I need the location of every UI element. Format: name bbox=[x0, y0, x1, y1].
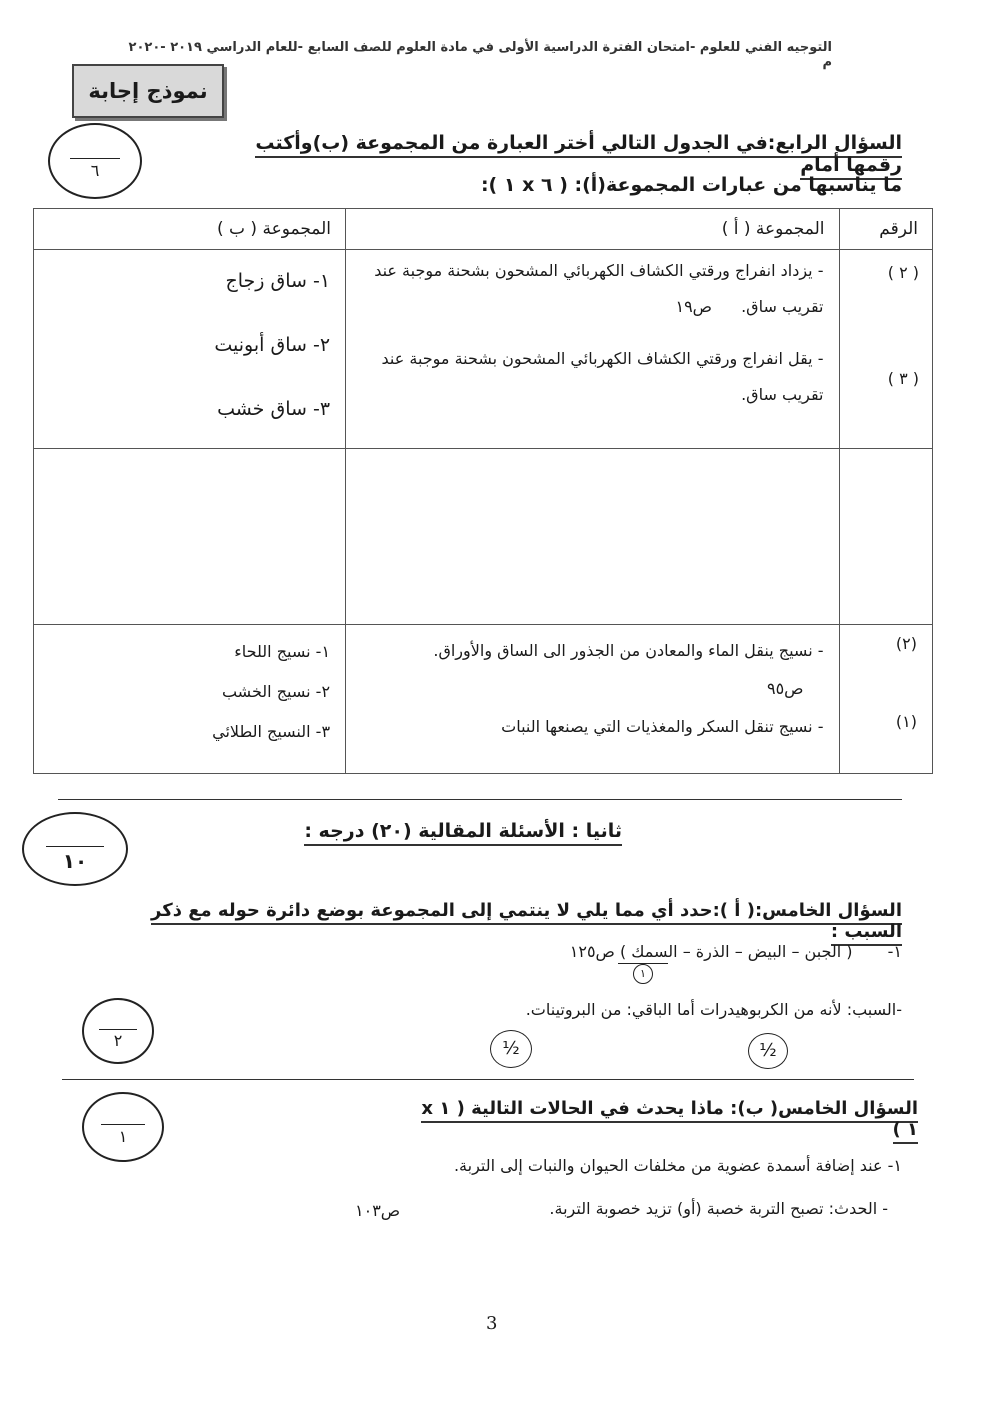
q5a-reason: -السبب: لأنه من الكربوهيدرات أما الباقي: من البروتينات. bbox=[525, 1000, 902, 1019]
row1-b-item3: ٣- ساق خشب bbox=[217, 398, 331, 420]
row3-a-item2: - نسيج تنقل السكر والمغذيات التي يصنعها النبات bbox=[501, 717, 824, 736]
score-divider bbox=[46, 846, 103, 847]
q5b-answer: - الحدث: تصبح التربة خصبة (أو) تزيد خصوبة التربة. bbox=[549, 1199, 888, 1218]
header-group-b: المجموعة ( ب ) bbox=[34, 209, 346, 250]
q5a-item-num: ١- bbox=[887, 942, 902, 961]
row3-answer-1: (٢) bbox=[895, 634, 917, 653]
row3-a-item1: - نسيج ينقل الماء والمعادن من الجذور الى الساق والأوراق. bbox=[433, 641, 824, 660]
section2-title: ثانيا : الأسئلة المقالية (٢٠) درجه : bbox=[300, 820, 622, 842]
q5a-score: ٢ bbox=[113, 1031, 123, 1050]
row2-num-cell bbox=[839, 449, 933, 625]
q4-title-line2: ما يناسبها من عبارات المجموعة(أ): ( ٦ x ١ ): bbox=[480, 174, 902, 196]
header-num: الرقم bbox=[839, 209, 933, 250]
row3-a-ref: ص٩٥ bbox=[766, 679, 804, 698]
row1-num-cell bbox=[839, 250, 933, 449]
row1-group-b-cell bbox=[34, 250, 346, 449]
row1-answer-2: ( ٣ ) bbox=[887, 369, 919, 388]
row1-a-item1: - يزداد انفراج ورقتي الكشاف الكهربائي المشحون بشحنة موجبة عند تقريب ساق. ص١٩ bbox=[374, 261, 824, 316]
score-divider bbox=[101, 1124, 145, 1125]
score-divider bbox=[70, 158, 120, 159]
half-mark-circle: ½ bbox=[748, 1033, 788, 1069]
q4-title-line1: السؤال الرابع:في الجدول التالي أختر العبارة من المجموعة (ب)وأكتب رقمها أمام bbox=[220, 132, 902, 176]
q5a-title: السؤال الخامس:( أ ):حدد أي مما يلي لا ينتمي إلى المجموعة بوضع دائرة حوله مع ذكر السبب : bbox=[90, 900, 902, 942]
row1-b-item2: ٢- ساق أبونيت bbox=[214, 334, 331, 356]
row2-group-b-cell bbox=[34, 449, 346, 625]
q5a-score-oval bbox=[82, 998, 154, 1064]
page-number: 3 bbox=[486, 1313, 498, 1334]
row3-b-item3: ٣- النسيج الطلائي bbox=[212, 722, 331, 741]
model-answer-label: نموذج إجابة bbox=[72, 64, 224, 118]
half-mark-circle: ½ bbox=[490, 1030, 532, 1068]
row1-a-item2: - يقل انفراج ورقتي الكشاف الكهربائي المشحون بشحنة موجبة عند تقريب ساق. bbox=[381, 349, 824, 404]
row3-num-cell bbox=[839, 625, 933, 774]
section2-score-oval bbox=[22, 812, 128, 886]
row1-b-item1: ١- ساق زجاج bbox=[225, 270, 331, 292]
row1-a-ref: ص١٩ bbox=[675, 297, 712, 316]
q5b-ref: ص١٠٣ bbox=[355, 1201, 401, 1220]
q5a-answer-underline bbox=[618, 963, 668, 964]
q5b-score: ١ bbox=[118, 1127, 128, 1146]
q5a-mark-circle: ١ bbox=[633, 964, 653, 984]
exam-header: التوجيه الفني للعلوم -امتحان الفترة الدراسية الأولى في مادة العلوم للصف السابع -للعام الدراسي ٢٠١٩ -٢٠٢٠ م bbox=[128, 40, 832, 70]
score-divider bbox=[99, 1029, 137, 1030]
row3-group-b-cell bbox=[34, 625, 346, 774]
q4-score-oval bbox=[48, 123, 142, 199]
q5b-title: السؤال الخامس( ب): ماذا يحدث في الحالات التالية ( ١ x ١ ) bbox=[420, 1098, 918, 1140]
q5a-item bbox=[460, 942, 902, 961]
q5-divider bbox=[62, 1079, 914, 1080]
q5b-score-oval bbox=[82, 1092, 164, 1162]
row1-answer-1: ( ٢ ) bbox=[887, 263, 919, 282]
row3-answer-2: (١) bbox=[895, 712, 917, 731]
row3-group-a-cell bbox=[346, 625, 839, 774]
section2-score: ١٠ bbox=[62, 849, 88, 873]
row1-group-a-cell bbox=[346, 250, 839, 449]
q4-score: ٦ bbox=[90, 161, 100, 180]
section-divider bbox=[58, 799, 902, 800]
q5b-item: ١- عند إضافة أسمدة عضوية من مخلفات الحيوان والنبات إلى التربة. bbox=[453, 1156, 902, 1175]
matching-table bbox=[33, 208, 933, 774]
q5a-item-list: ( الجبن – البيض – الذرة – السمك ) ص١٢٥ bbox=[569, 942, 853, 961]
header-group-a: المجموعة ( أ ) bbox=[346, 209, 839, 250]
row3-b-item2: ٢- نسيج الخشب bbox=[221, 682, 331, 701]
row3-b-item1: ١- نسيج اللحاء bbox=[234, 642, 331, 661]
row2-group-a-cell bbox=[346, 449, 839, 625]
